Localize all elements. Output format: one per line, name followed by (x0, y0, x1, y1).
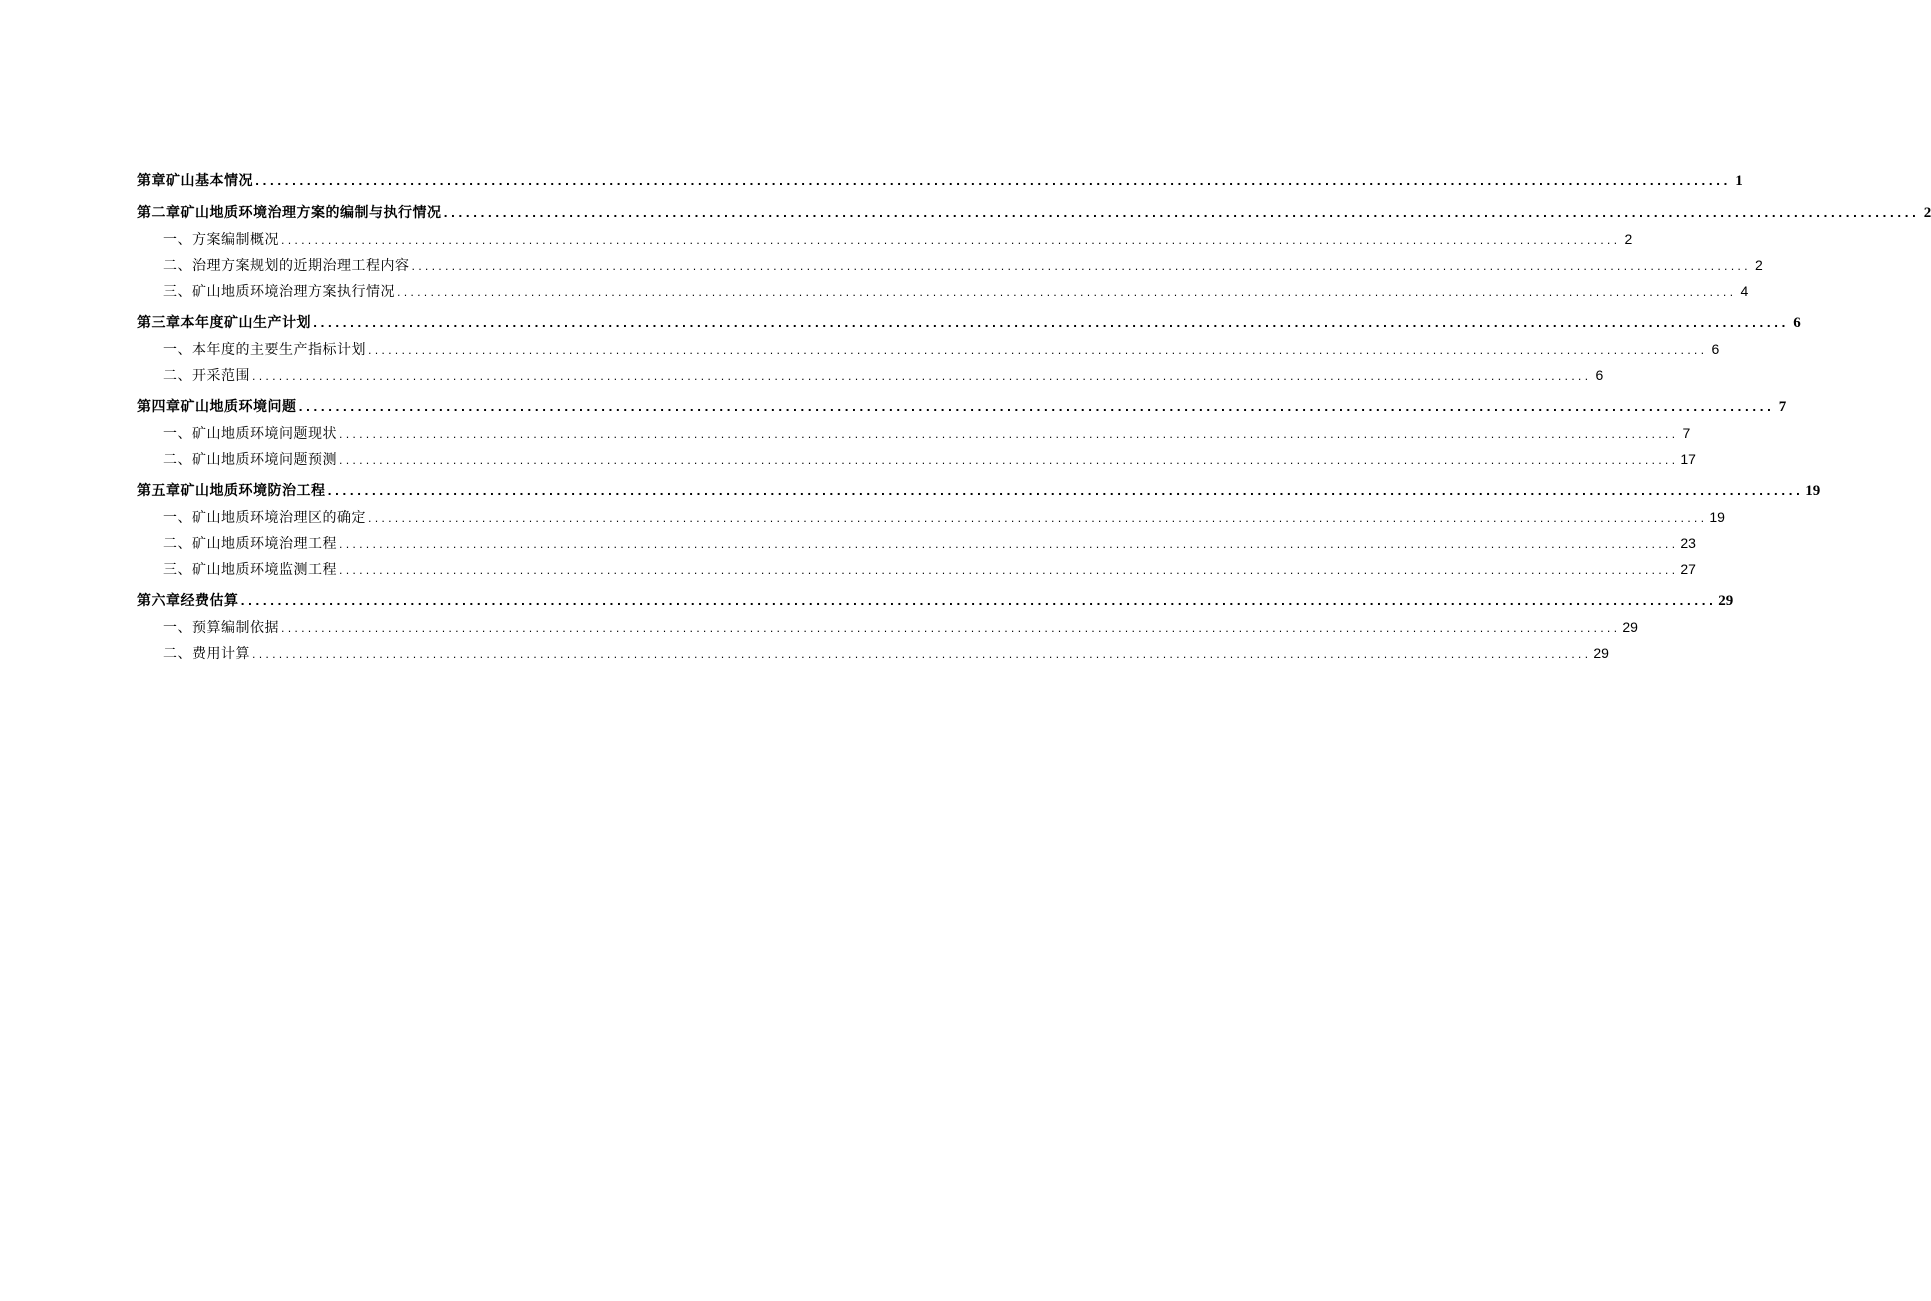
toc-entry-title: 第三章本年度矿山生产计划 (137, 315, 311, 331)
toc-leader-dots: ........................................................................................................................................................................................................ (339, 428, 1679, 441)
table-of-contents (137, 168, 1931, 666)
toc-leader-dots: ........................................................................................................................................................................................................ (252, 648, 1592, 661)
toc-entry-title: 三、矿山地质环境治理方案执行情况 (163, 284, 395, 300)
toc-leader-dots: ........................................................................................................................................................................................................ (443, 207, 1920, 220)
toc-entry-section[interactable] (137, 504, 1725, 530)
toc-leader-dots: ........................................................................................................................................................................................................ (368, 512, 1708, 525)
toc-entry-section[interactable] (137, 336, 1720, 362)
toc-entry-section[interactable] (137, 614, 1638, 640)
toc-entry-page: 7 (1682, 425, 1691, 441)
toc-entry-chapter-1[interactable] (137, 168, 1743, 194)
toc-entry-page: 29 (1593, 645, 1609, 661)
toc-leader-dots: ........................................................................................................................................................................................................ (368, 344, 1708, 357)
toc-entry-page: 6 (1793, 315, 1801, 331)
toc-entry-title: 第四章矿山地质环境问题 (137, 399, 297, 415)
toc-leader-dots: ........................................................................................................................................................................................................ (339, 454, 1679, 467)
toc-entry-title: 三、矿山地质环境监测工程 (163, 562, 337, 578)
toc-entry-section[interactable] (137, 420, 1691, 446)
toc-entry-section[interactable] (137, 446, 1696, 472)
toc-leader-dots: ........................................................................................................................................................................................................ (411, 260, 1751, 273)
toc-leader-dots: ........................................................................................................................................................................................................ (298, 401, 1775, 414)
toc-leader-dots: ........................................................................................................................................................................................................ (240, 595, 1717, 608)
toc-entry-title: 二、费用计算 (163, 646, 250, 662)
toc-entry-title: 二、矿山地质环境治理工程 (163, 536, 337, 552)
toc-entry-page: 6 (1595, 367, 1604, 383)
toc-leader-dots: ........................................................................................................................................................................................................ (313, 317, 1789, 330)
toc-entry-title: 第章矿山基本情况 (137, 173, 253, 189)
toc-leader-dots: ........................................................................................................................................................................................................ (339, 538, 1679, 551)
toc-entry-title: 一、方案编制概况 (163, 232, 279, 248)
toc-entry-page: 1 (1735, 173, 1743, 189)
toc-entry-section[interactable] (137, 556, 1696, 582)
toc-entry-section[interactable] (137, 530, 1696, 556)
toc-leader-dots: ........................................................................................................................................................................................................ (255, 175, 1731, 188)
toc-entry-section[interactable] (137, 226, 1633, 252)
toc-entry-title: 二、开采范围 (163, 368, 250, 384)
toc-entry-page: 4 (1740, 283, 1749, 299)
toc-entry-title: 第六章经费估算 (137, 593, 239, 609)
toc-entry-page: 2 (1755, 257, 1763, 273)
toc-entry-chapter-2[interactable] (137, 200, 1931, 226)
toc-entry-chapter-4[interactable] (137, 394, 1787, 420)
toc-entry-page: 6 (1711, 341, 1720, 357)
toc-entry-page: 29 (1718, 593, 1734, 609)
toc-leader-dots: ........................................................................................................................................................................................................ (281, 234, 1621, 247)
toc-entry-section[interactable] (137, 252, 1763, 278)
toc-entry-title: 一、矿山地质环境治理区的确定 (163, 510, 366, 526)
toc-entry-title: 第五章矿山地质环境防治工程 (137, 483, 326, 499)
toc-entry-title: 一、预算编制依据 (163, 620, 279, 636)
toc-leader-dots: ........................................................................................................................................................................................................ (339, 564, 1679, 577)
toc-entry-chapter-5[interactable] (137, 478, 1821, 504)
toc-entry-title: 二、矿山地质环境问题预测 (163, 452, 337, 468)
toc-entry-title: 一、矿山地质环境问题现状 (163, 426, 337, 442)
toc-leader-dots: ........................................................................................................................................................................................................ (397, 286, 1737, 299)
toc-leader-dots: ........................................................................................................................................................................................................ (281, 622, 1621, 635)
toc-entry-section[interactable] (137, 640, 1609, 666)
toc-entry-page: 2 (1624, 231, 1633, 247)
toc-entry-section[interactable] (137, 362, 1604, 388)
toc-entry-page: 2 (1923, 205, 1931, 221)
toc-entry-title: 第二章矿山地质环境治理方案的编制与执行情况 (137, 205, 442, 221)
toc-entry-section[interactable] (137, 278, 1749, 304)
toc-entry-page: 7 (1778, 399, 1787, 415)
toc-entry-page: 23 (1680, 535, 1696, 551)
toc-leader-dots: ........................................................................................................................................................................................................ (252, 370, 1592, 383)
toc-entry-page: 19 (1805, 483, 1821, 499)
toc-entry-chapter-3[interactable] (137, 310, 1801, 336)
toc-entry-page: 19 (1709, 509, 1725, 525)
toc-entry-title: 二、治理方案规划的近期治理工程内容 (163, 258, 410, 274)
toc-leader-dots: ........................................................................................................................................................................................................ (327, 485, 1804, 498)
toc-entry-page: 27 (1680, 561, 1696, 577)
toc-entry-chapter-6[interactable] (137, 588, 1734, 614)
toc-entry-page: 17 (1680, 451, 1696, 467)
toc-entry-title: 一、本年度的主要生产指标计划 (163, 342, 366, 358)
toc-entry-page: 29 (1622, 619, 1638, 635)
